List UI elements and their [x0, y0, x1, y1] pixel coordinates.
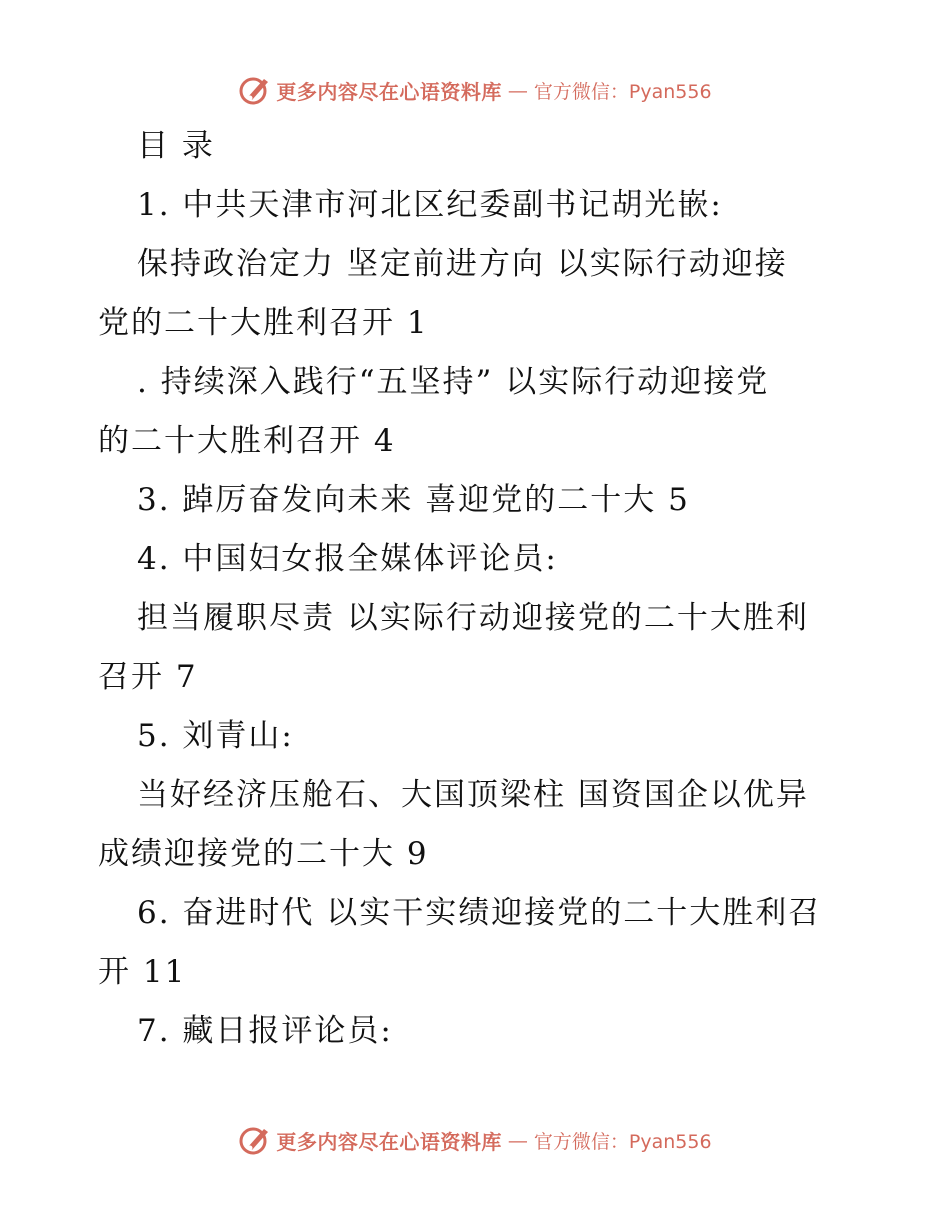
toc-line: 1. 中共天津市河北区纪委副书记胡光嵌: [137, 187, 723, 223]
pen-logo-icon [238, 73, 272, 107]
toc-line: 3. 踔厉奋发向未来 喜迎党的二十大 5 [137, 482, 690, 518]
toc-line: 召开 7 [98, 659, 198, 695]
toc-line: 党的二十大胜利召开 1 [98, 305, 429, 341]
toc-line: 6. 奋进时代 以实干实绩迎接党的二十大胜利召 [137, 895, 822, 931]
banner-wechat-text: 官方微信：Pyan556 [533, 1130, 712, 1153]
toc-line: 当好经济压舱石、大国顶梁柱 国资国企以优异 [137, 777, 809, 813]
toc-line: 5. 刘青山: [137, 718, 294, 754]
pen-logo-icon [238, 1123, 272, 1157]
toc-heading: 目 录 [137, 128, 215, 164]
toc-line: . 持续深入践行“五坚持” 以实际行动迎接党 [137, 364, 770, 400]
toc-line: 的二十大胜利召开 4 [98, 423, 396, 459]
toc-line: 7. 藏日报评论员: [137, 1013, 393, 1049]
banner-separator: — [507, 78, 528, 102]
banner-main-text: 更多内容尽在心语资料库 [276, 1129, 502, 1154]
banner-content [238, 1123, 711, 1157]
toc-line: 成绩迎接党的二十大 9 [98, 836, 429, 872]
toc-line: 担当履职尽责 以实际行动迎接党的二十大胜利 [137, 600, 809, 636]
toc-line: 4. 中国妇女报全媒体评论员: [137, 541, 558, 577]
banner-main-text: 更多内容尽在心语资料库 [276, 79, 502, 104]
toc-line: 开 11 [98, 954, 187, 990]
header-banner [0, 70, 950, 110]
toc-line: 保持政治定力 坚定前进方向 以实际行动迎接 [137, 246, 788, 282]
footer-banner [0, 1120, 950, 1160]
banner-wechat-text: 官方微信：Pyan556 [533, 80, 712, 103]
banner-content [238, 73, 711, 107]
banner-separator: — [507, 1128, 528, 1152]
